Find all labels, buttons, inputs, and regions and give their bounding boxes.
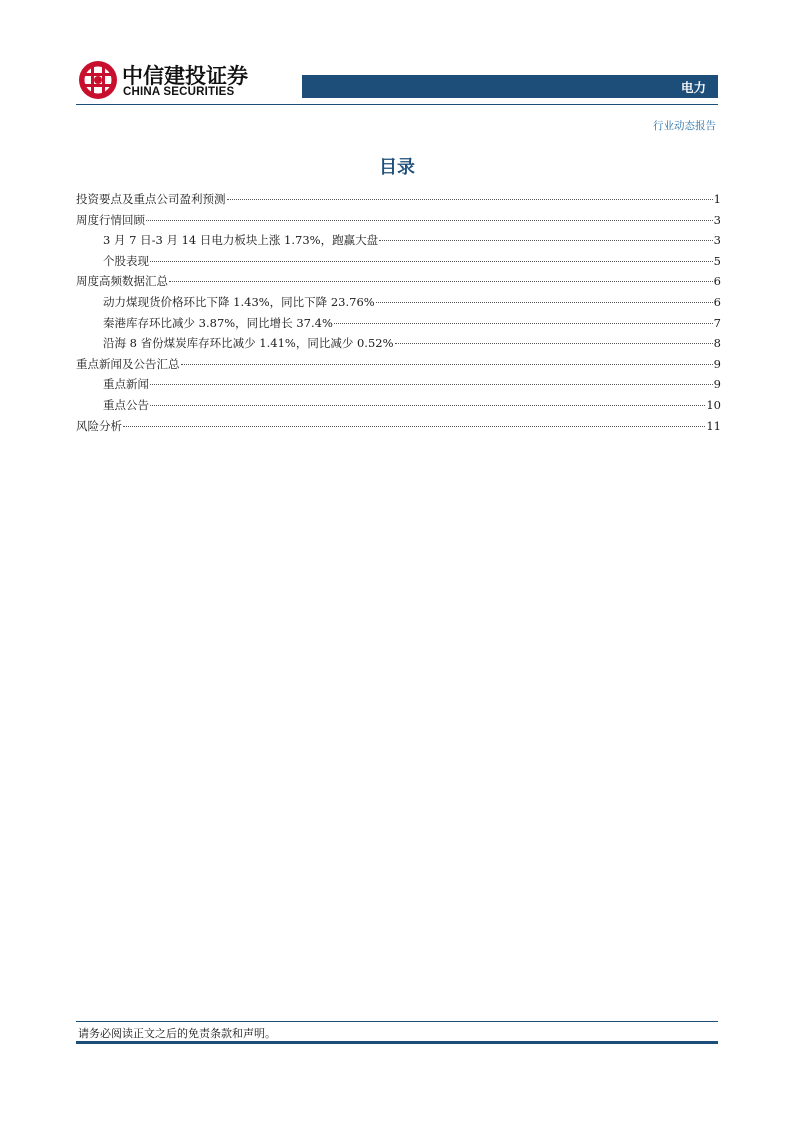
toc-page-number[interactable]: 11 — [706, 418, 721, 433]
logo-english-name: CHINA SECURITIES — [123, 86, 235, 98]
toc-page-number[interactable]: 9 — [713, 356, 721, 371]
toc-page-number[interactable]: 3 — [713, 233, 721, 248]
header-banner — [302, 75, 718, 98]
toc-entry[interactable] — [76, 230, 721, 251]
toc-dot-leader — [123, 426, 705, 427]
toc-dot-leader — [146, 220, 713, 221]
toc-entry-text[interactable]: 秦港库存环比减少 3.87%，同比增长 37.4% — [103, 315, 333, 330]
toc-page-number[interactable]: 7 — [713, 315, 721, 330]
toc-entry-text[interactable]: 3 月 7 日-3 月 14 日电力板块上涨 1.73%，跑赢大盘 — [103, 233, 379, 248]
toc-dot-leader — [395, 343, 713, 344]
toc-page-number[interactable]: 5 — [713, 253, 721, 268]
footer-divider — [76, 1021, 718, 1022]
table-of-contents — [76, 189, 721, 436]
footer-bar — [76, 1041, 718, 1044]
toc-entry[interactable] — [76, 251, 721, 272]
toc-entry-text[interactable]: 沿海 8 省份煤炭库存环比减少 1.41%，同比减少 0.52% — [103, 336, 394, 351]
toc-entry-text[interactable]: 周度高频数据汇总 — [76, 274, 168, 289]
toc-page-number[interactable]: 6 — [713, 294, 721, 309]
toc-entry-text[interactable]: 重点公告 — [103, 397, 149, 412]
toc-dot-leader — [181, 364, 713, 365]
toc-page-number[interactable]: 10 — [706, 397, 721, 412]
toc-dot-leader — [150, 384, 713, 385]
footer-disclaimer: 请务必阅读正文之后的免责条款和声明。 — [78, 1027, 276, 1040]
toc-dot-leader — [150, 405, 705, 406]
toc-dot-leader — [334, 323, 713, 324]
toc-entry-text[interactable]: 周度行情回顾 — [76, 212, 145, 227]
toc-entry[interactable] — [76, 395, 721, 416]
toc-entry[interactable] — [76, 210, 721, 231]
toc-title: 目录 — [379, 157, 415, 178]
toc-entry-text[interactable]: 个股表现 — [103, 253, 149, 268]
toc-entry-text[interactable]: 投资要点及重点公司盈利预测 — [76, 192, 226, 206]
industry-section-label: 电力 — [680, 80, 706, 95]
china-securities-logo-icon — [78, 60, 118, 100]
report-type-label: 行业动态报告 — [653, 120, 716, 132]
toc-dot-leader — [227, 199, 713, 200]
toc-entry-text[interactable]: 重点新闻 — [103, 377, 149, 392]
toc-dot-leader — [150, 261, 713, 262]
toc-entry[interactable] — [76, 313, 721, 334]
toc-entry[interactable] — [76, 416, 721, 437]
header-divider — [76, 104, 718, 105]
toc-entry[interactable] — [76, 354, 721, 375]
toc-page-number[interactable]: 6 — [713, 274, 721, 289]
toc-entry[interactable] — [76, 374, 721, 395]
toc-dot-leader — [379, 240, 713, 241]
toc-dot-leader — [376, 302, 713, 303]
toc-entry-text[interactable]: 动力煤现货价格环比下降 1.43%，同比下降 23.76% — [103, 294, 375, 309]
company-logo — [78, 60, 258, 104]
toc-page-number[interactable]: 1 — [713, 192, 721, 206]
toc-entry[interactable] — [76, 292, 721, 313]
toc-entry[interactable] — [76, 271, 721, 292]
toc-page-number[interactable]: 9 — [713, 377, 721, 392]
toc-entry[interactable] — [76, 333, 721, 354]
toc-page-number[interactable]: 8 — [713, 336, 721, 351]
toc-dot-leader — [169, 281, 713, 282]
toc-entry-text[interactable]: 风险分析 — [76, 418, 122, 433]
toc-entry[interactable] — [76, 189, 721, 210]
toc-entry-text[interactable]: 重点新闻及公告汇总 — [76, 356, 180, 371]
logo-chinese-name: 中信建投证券 — [122, 64, 248, 88]
toc-page-number[interactable]: 3 — [713, 212, 721, 227]
